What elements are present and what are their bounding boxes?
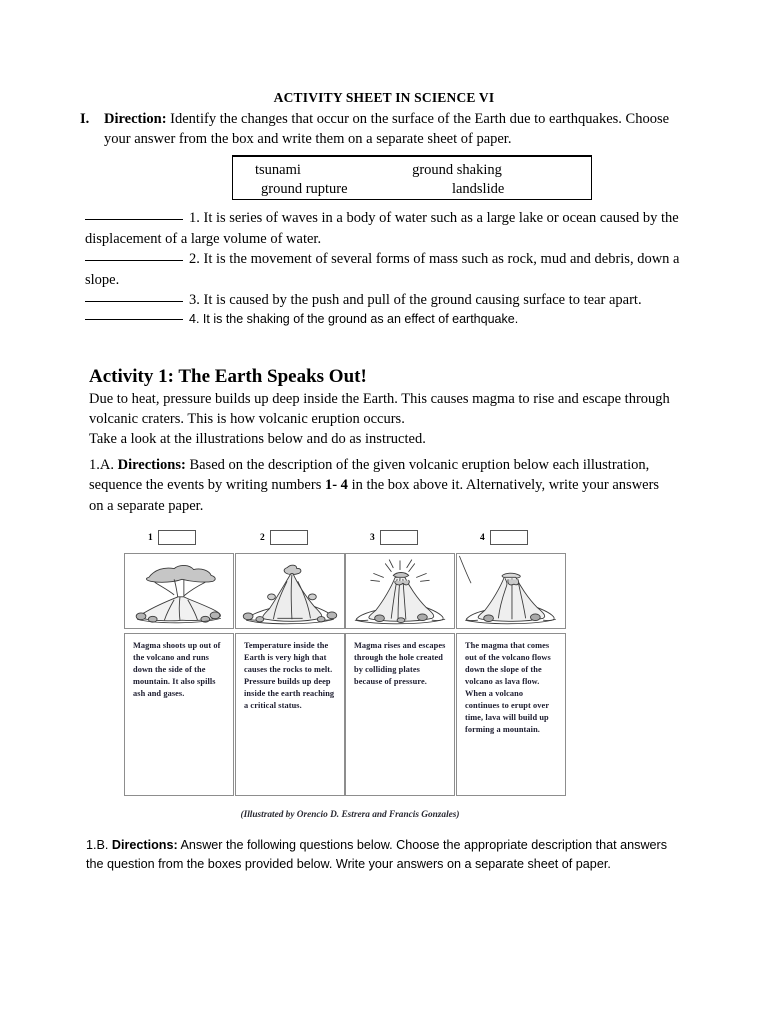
answer-blank-4[interactable] [85, 319, 183, 320]
word-bank-row-1 [233, 162, 591, 179]
page-title: ACTIVITY SHEET IN SCIENCE VI [273, 90, 495, 105]
direction-label: Direction: [104, 111, 167, 127]
part-one-numeral: I. [80, 111, 90, 127]
sequence-number-row [104, 527, 596, 553]
illustration-picture-4 [456, 553, 566, 629]
volcano-cone-puffs-icon [236, 554, 344, 628]
item-4-text: It is the shaking of the ground as an effect of earthquake. [199, 311, 519, 326]
part-1a-range: 1- 4 [324, 477, 348, 494]
item-2-number: 2. [189, 251, 200, 268]
activity-intro [89, 390, 679, 450]
illustration-description-1: Magma shoots up out of the volcano and runs down the side of the mountain. It also spills ash and gases. [124, 633, 234, 796]
list-item [85, 249, 680, 290]
part-1a-text-before: Based on the description of the given volcanic eruption below each illustration, sequence the events by writing numbers [89, 457, 650, 494]
illustration-panels [104, 553, 596, 811]
illustration-block [104, 527, 596, 820]
sequence-slot-3 [370, 530, 418, 545]
sequence-answer-box-3[interactable] [380, 530, 418, 545]
list-item [85, 290, 680, 311]
word-bank-ground-shaking: ground shaking [412, 162, 502, 178]
illustration-caption: (Illustrated by Orencio D. Estrera and Francis Gonzales) [240, 810, 460, 820]
sequence-number-3: 3 [370, 532, 375, 543]
illustration-description-4: The magma that comes out of the volcano flows down the slope of the volcano as lava flow. When a volcano continues to erupt over time, lava will build up forming a mountain. [456, 633, 566, 796]
volcano-dormant-mountain-icon [457, 554, 565, 628]
sequence-number-4: 4 [480, 532, 485, 543]
word-bank-ground-rupture: ground rupture [261, 181, 348, 197]
illustration-picture-3 [345, 553, 455, 629]
item-1-number: 1. [189, 210, 200, 226]
item-1-text: It is series of waves in a body of water such as a large lake or ocean caused by the displacement of a large volume of water. [85, 210, 679, 247]
part-1b-label: Directions: [108, 838, 178, 852]
part-1b-text: Answer the following questions below. Choose the appropriate description that answers the question from the boxes provided below. Write your answers on a separate sheet of paper. [86, 838, 668, 871]
part-1b-directions [86, 836, 680, 874]
list-item [85, 208, 680, 249]
sequence-slot-4 [480, 530, 528, 545]
word-bank-tsunami: tsunami [255, 162, 301, 178]
item-4-number: 4. [189, 311, 200, 326]
volcano-erupting-icon [346, 554, 454, 628]
word-bank-landslide: landslide [451, 181, 505, 197]
part-one-items [85, 208, 680, 329]
illustration-column-2 [235, 553, 345, 796]
item-3-text: It is caused by the push and pull of the ground causing surface to tear apart. [199, 292, 642, 309]
sequence-slot-1 [148, 530, 196, 545]
part-1b-prefix: 1.B. [86, 838, 109, 852]
item-3-number: 3. [189, 292, 200, 309]
volcano-ash-cloud-icon [125, 554, 233, 628]
part-1a-text-after: in the box above it. Alternatively, write your answers on a separate paper. [89, 477, 660, 514]
sequence-number-1: 1 [148, 532, 153, 543]
activity-intro-line-2: Take a look at the illustrations below and do as instructed. [89, 430, 426, 447]
part-one-direction [80, 110, 680, 149]
sequence-answer-box-1[interactable] [158, 530, 196, 545]
part-1a-label: Directions: [113, 457, 186, 473]
illustration-description-2: Temperature inside the Earth is very high that causes the rocks to melt. Pressure builds up deep inside the earth reaching a critical status. [235, 633, 345, 796]
answer-blank-2[interactable] [85, 260, 183, 261]
illustration-column-4 [456, 553, 566, 796]
answer-blank-3[interactable] [85, 301, 183, 302]
illustration-column-1 [124, 553, 234, 796]
item-2-text: It is the movement of several forms of mass such as rock, mud and debris, down a slope. [85, 251, 680, 288]
illustration-picture-2 [235, 553, 345, 629]
sequence-slot-2 [260, 530, 308, 545]
illustration-description-3: Magma rises and escapes through the hole created by colliding plates because of pressure. [345, 633, 455, 796]
activity-intro-line-1: Due to heat, pressure builds up deep inside the Earth. This causes magma to rise and escape through volcanic craters. This is how volcanic eruption occurs. [89, 391, 670, 427]
answer-blank-1[interactable] [85, 219, 183, 220]
part-1a-directions [89, 455, 677, 516]
sequence-number-2: 2 [260, 532, 265, 543]
word-bank-row-2 [233, 181, 591, 198]
part-one-direction-body [104, 110, 680, 149]
direction-text: Identify the changes that occur on the surface of the Earth due to earthquakes. Choose your answer from the box and write them on a separate sheet of paper. [104, 111, 670, 147]
sequence-answer-box-2[interactable] [270, 530, 308, 545]
activity-heading: Activity 1: The Earth Speaks Out! [89, 366, 367, 387]
part-1a-prefix: 1.A. [89, 457, 114, 473]
list-item [85, 311, 680, 329]
illustration-picture-1 [124, 553, 234, 629]
word-bank-box [232, 155, 592, 200]
sequence-answer-box-4[interactable] [490, 530, 528, 545]
illustration-column-3 [345, 553, 455, 796]
